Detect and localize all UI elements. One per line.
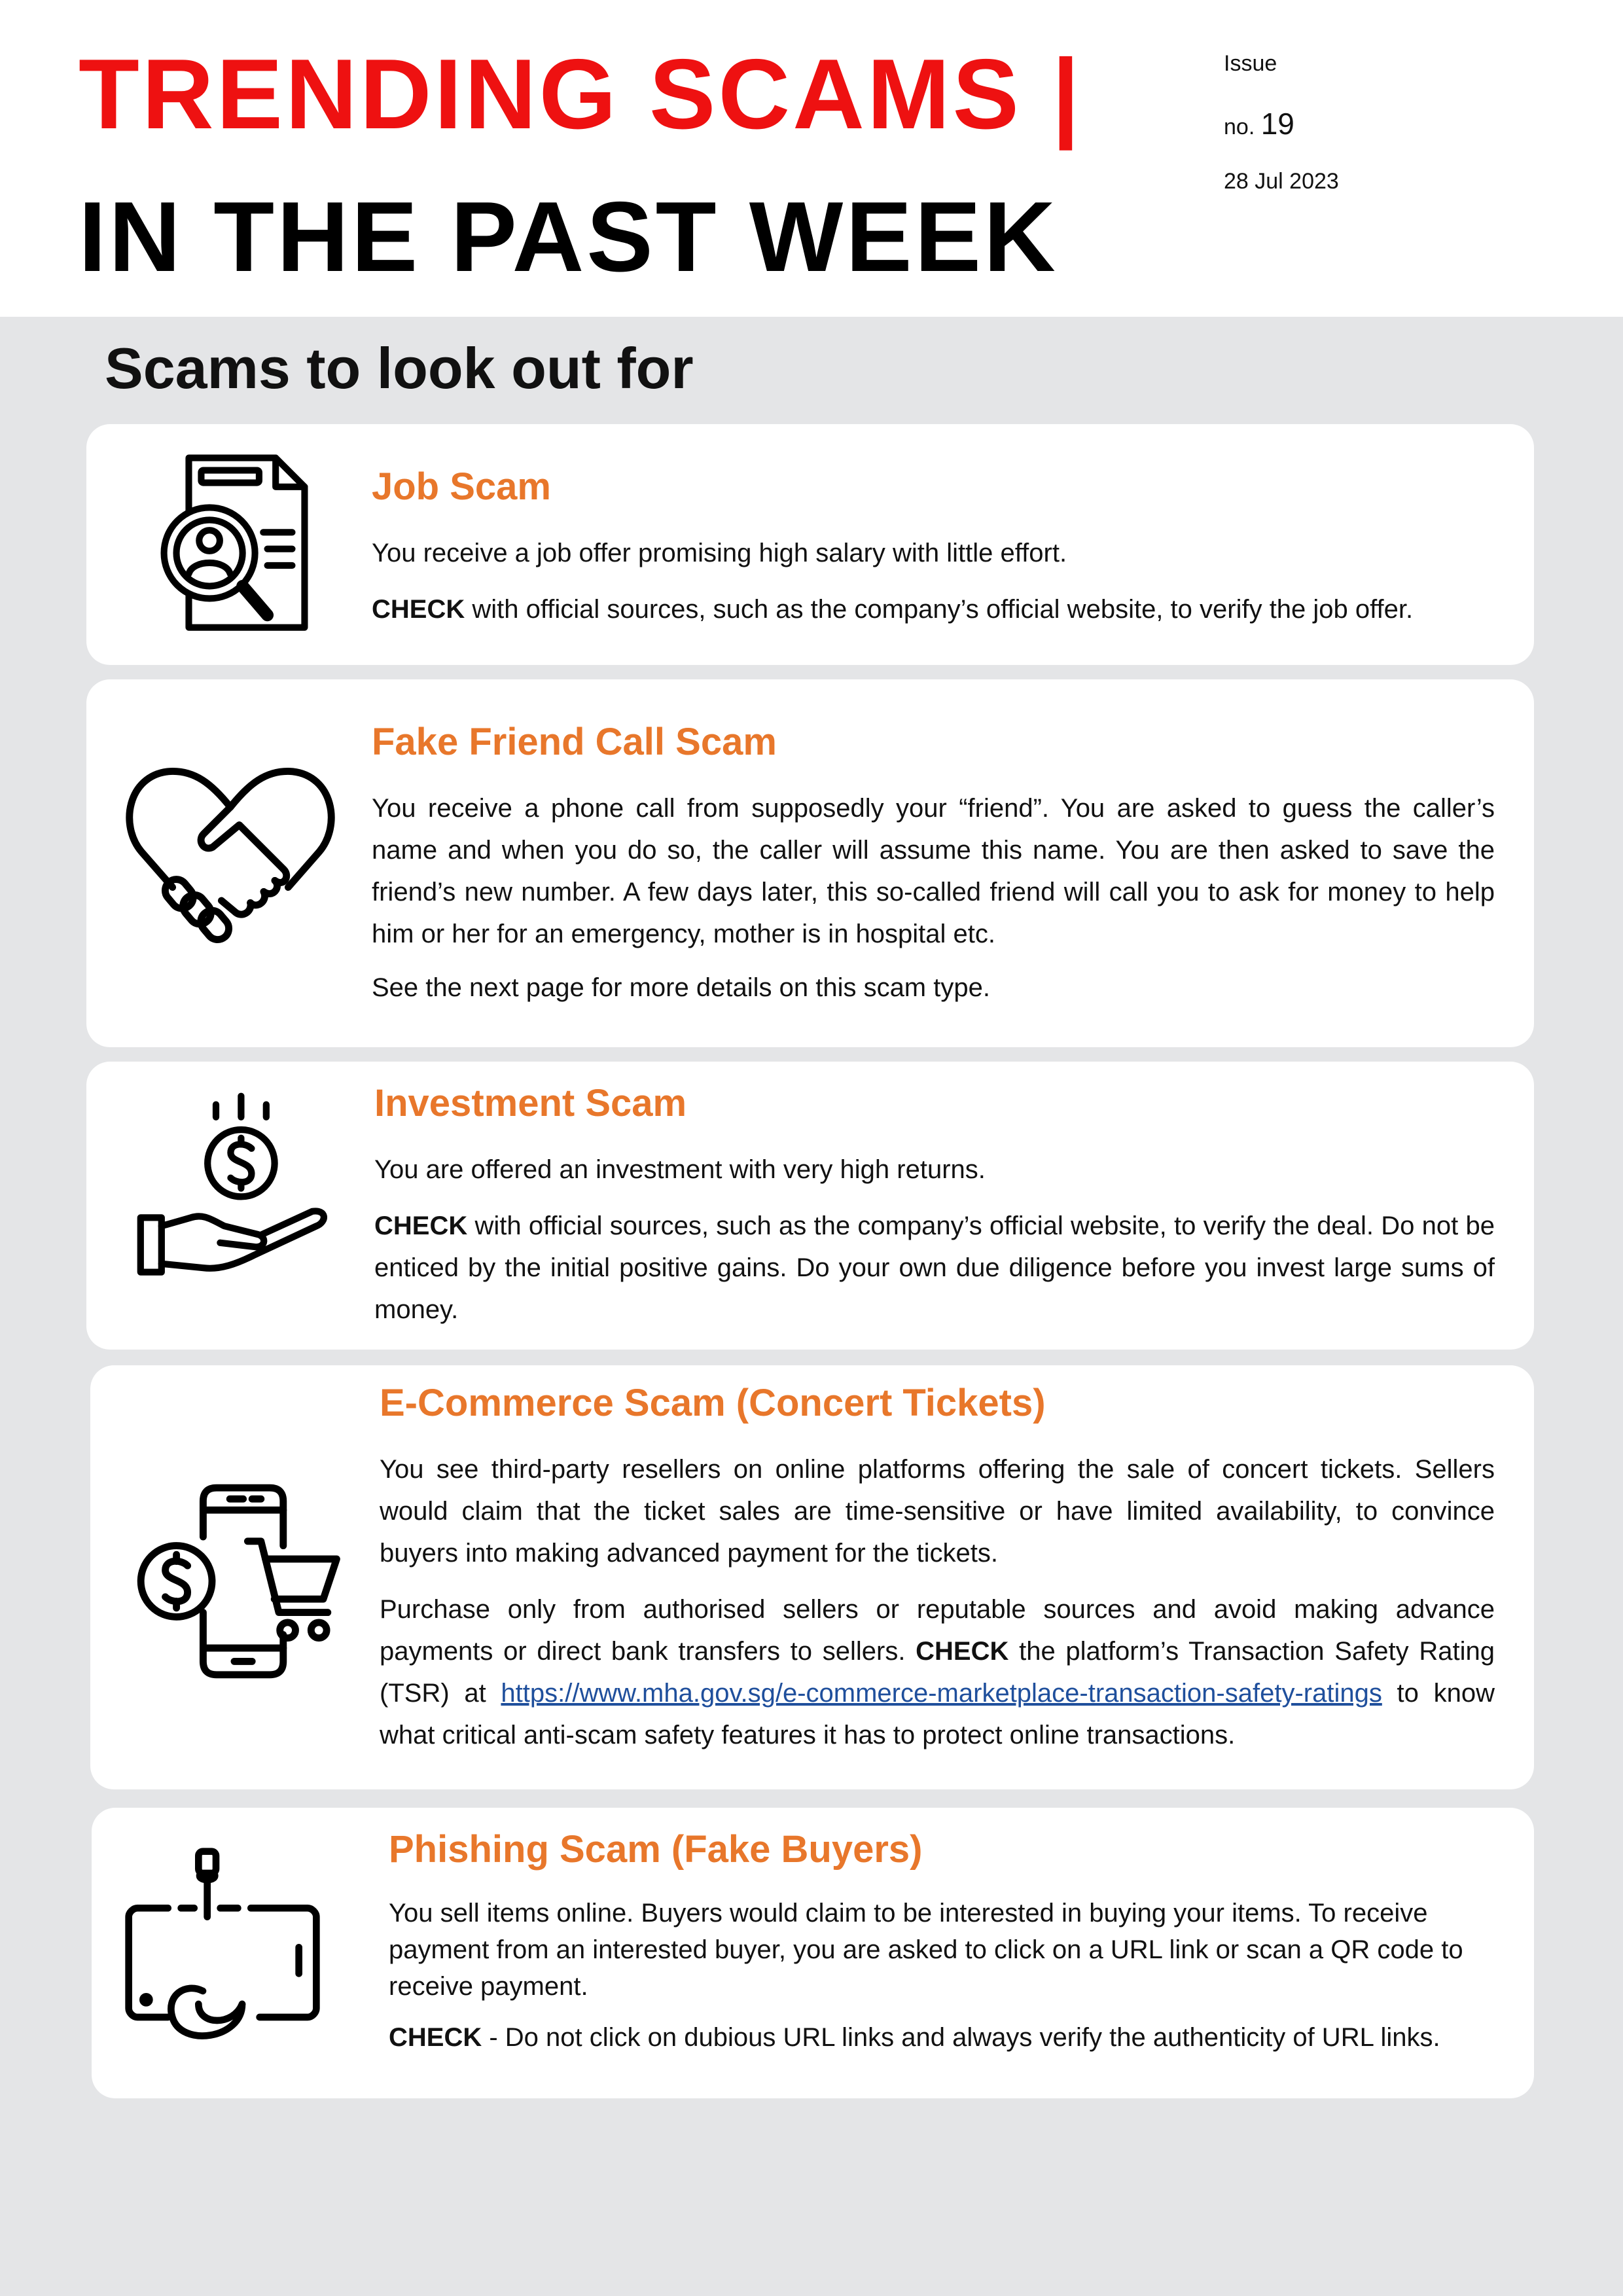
scam-title: Fake Friend Call Scam [372,721,777,763]
scam-title: E-Commerce Scam (Concert Tickets) [380,1382,1046,1424]
check-label: CHECK [389,2023,482,2052]
check-text: - Do not click on dubious URL links and always verify the authenticity of URL links. [482,2023,1440,2052]
check-label: CHECK [372,595,465,624]
scam-text [374,1081,1495,1345]
section-title: Scams to look out for [105,336,694,401]
title-line-1: TRENDING SCAMS | [79,39,1082,150]
scam-text [372,720,1495,1020]
tsr-link[interactable]: https://www.mha.gov.sg/e-commerce-marketplace-transaction-safety-ratings [501,1679,1382,1708]
scam-check [389,2019,1508,2056]
advice-before: Purchase only from authorised sellers or reputable sources and avoid making advance payments or direct bank transfers to sellers. [380,1595,1495,1666]
scam-card-ecommerce [90,1365,1534,1789]
scam-title: Phishing Scam (Fake Buyers) [389,1828,923,1871]
scam-text [380,1381,1495,1770]
issue-number [1224,106,1294,141]
advice-mid: the platform’s Transaction Safety Rating (TSR) at [380,1637,1495,1708]
phone-hook-icon [124,1840,321,2063]
issue-no-value: 19 [1260,107,1294,141]
hand-money-icon [132,1081,342,1304]
advice-after: to know what critical anti-scam safety features it has to protect online transactions. [380,1679,1495,1749]
job-search-icon [131,437,338,644]
header [0,0,1623,317]
scam-title: Job Scam [372,465,551,508]
scam-card-fake-friend [86,679,1534,1047]
scam-check [374,1205,1495,1331]
scam-description: You see third-party resellers on online platforms offering the sale of concert tickets. Sellers would claim that the ticket sales are time-sensitive or have limited availability, to convince buyers into making advanced payment for the tickets. [380,1455,1495,1568]
scam-card-investment [86,1062,1534,1350]
scam-card-phishing [92,1808,1534,2098]
check-label: CHECK [916,1637,1009,1666]
issue-no-prefix: no. [1224,115,1255,139]
issue-label: Issue [1224,51,1277,76]
check-text: with official sources, such as the company’s official website, to verify the deal. Do not be enticed by the initial positive gains. Do your own due diligence before you invest large sums of money. [374,1211,1495,1324]
scam-text [372,465,1495,645]
check-label: CHECK [374,1211,468,1240]
scam-title: Investment Scam [374,1082,687,1124]
scam-check [372,588,1495,630]
scam-description: You sell items online. Buyers would claim to be interested in buying your items. To receive payment from an interested buyer, you are asked to click on a URL link or scan a QR code to receive payment. [389,1899,1463,2001]
heart-handshake-icon [119,745,342,967]
title-line-2: IN THE PAST WEEK [79,181,1058,293]
scam-note: See the next page for more details on this scam type. [372,973,990,1002]
issue-date: 28 Jul 2023 [1224,169,1339,194]
scam-advice [380,1588,1495,1756]
scam-card-job [86,424,1534,665]
scam-text [389,1827,1508,2070]
scam-description: You receive a phone call from supposedly your “friend”. You are asked to guess the caller’s name and when you do so, the caller will assume this name. You are then asked to save the friend’s new number. A few days later, this so-called friend will call you to ask for money to help him or her for an emergency, mother is in hospital etc. [372,794,1495,948]
scam-description: You receive a job offer promising high salary with little effort. [372,539,1067,567]
check-text: with official sources, such as the company’s official website, to verify the job offer. [465,595,1414,624]
scam-description: You are offered an investment with very high returns. [374,1155,986,1184]
phone-shopping-cart-icon [123,1470,346,1693]
